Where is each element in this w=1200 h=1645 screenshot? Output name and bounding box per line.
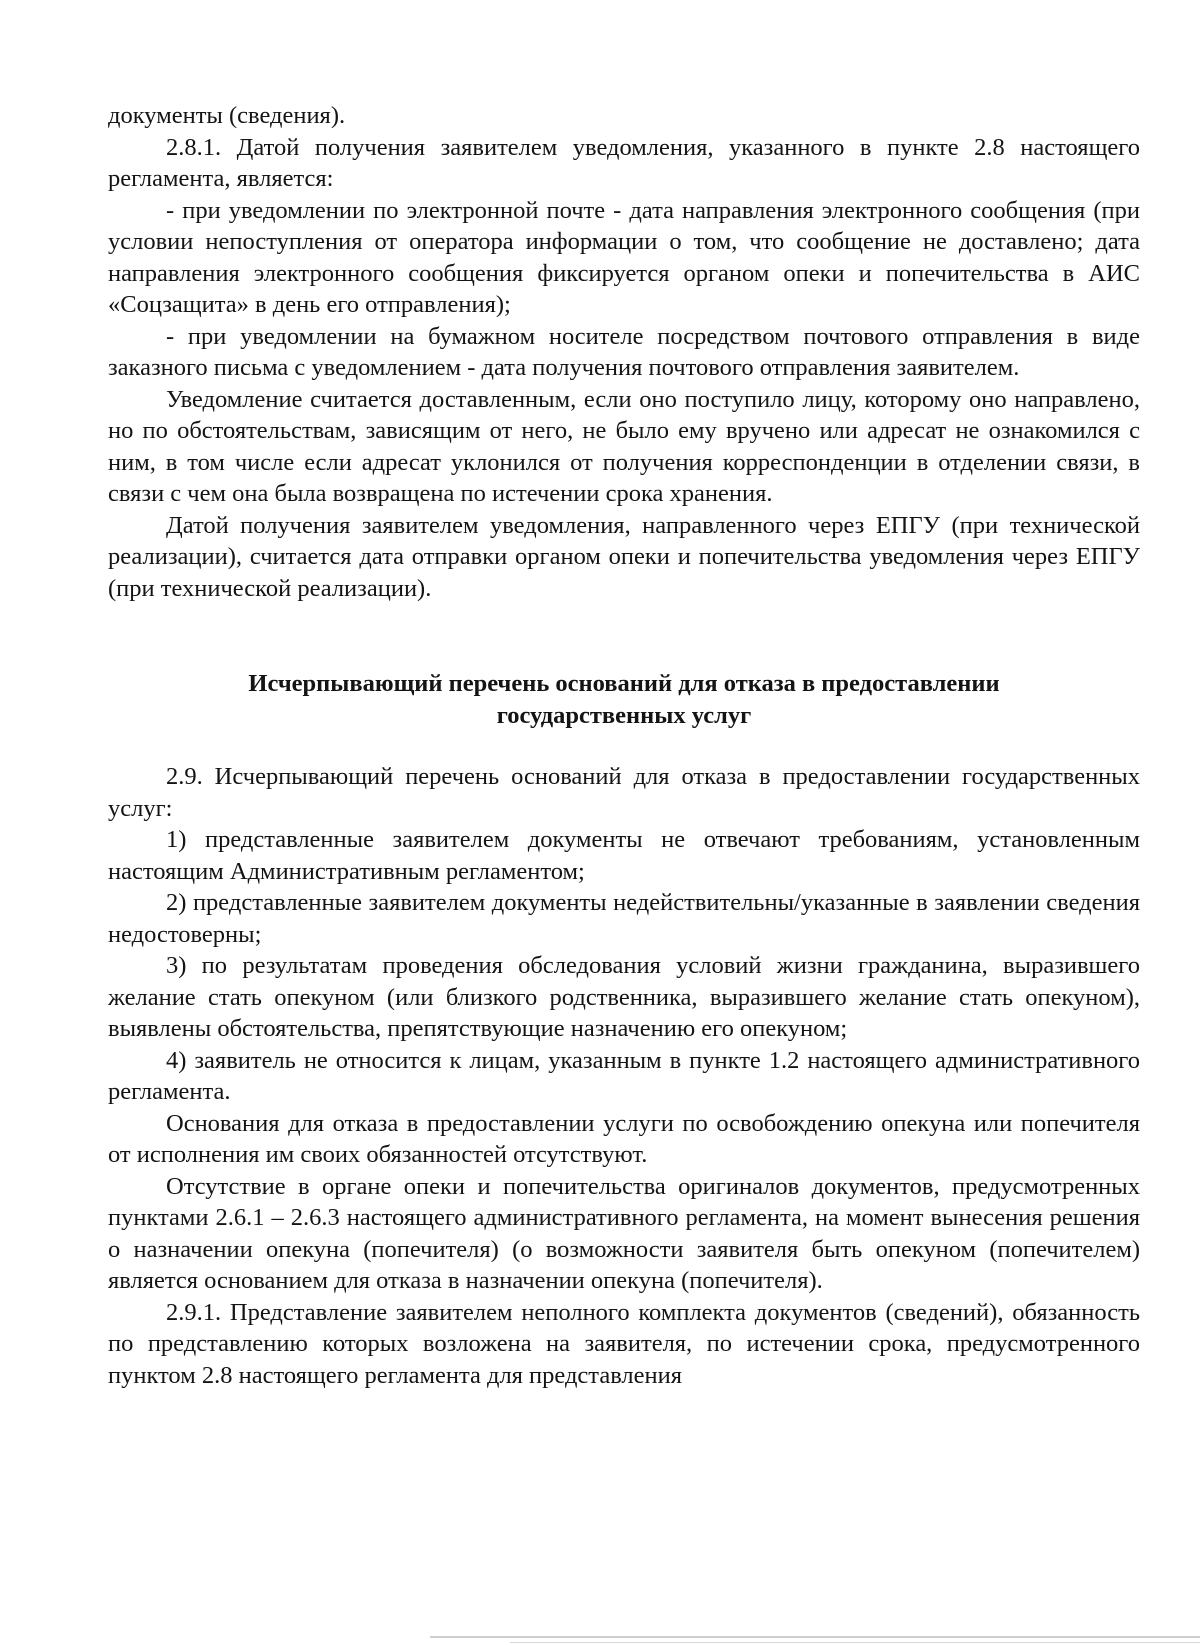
section-heading-line-1: Исчерпывающий перечень оснований для отказа в предоставлении: [248, 670, 1000, 697]
paragraph-missing-originals: Отсутствие в органе опеки и попечительства оригиналов документов, предусмотренных пунктами 2.6.1 – 2.6.3 настоящего административного регламента, на момент вынесения решения о назначении опекуна (попечителя) (о возможности заявителя быть опекуном (попечителем) является основанием для отказа в назначении опекуна (попечителя).: [108, 1172, 1140, 1294]
section-heading: [108, 668, 1140, 731]
document-body: [108, 100, 1140, 1391]
paragraph-no-grounds: Основания для отказа в предоставлении услуги по освобождению опекуна или попечителя от исполнения им своих обязанностей отсутствуют.: [108, 1109, 1140, 1168]
scan-edge-line: [430, 1636, 1200, 1638]
paragraph-2-9-1: 2.9.1. Представление заявителем неполного комплекта документов (сведений), обязанность по представлению которых возложена на заявителя, по истечении срока, предусмотренного пунктом 2.8 настоящего регламента для представления: [108, 1298, 1140, 1389]
heading-spacer: [108, 731, 1140, 761]
paragraph-continuation: документы (сведения).: [108, 102, 346, 129]
paragraph-epgu-notice: Датой получения заявителем уведомления, направленного через ЕПГУ (при технической реализации), считается дата отправки органом опеки и попечительства уведомления через ЕПГУ (при технической реализации).: [108, 511, 1140, 602]
paragraph-2-9: 2.9. Исчерпывающий перечень оснований для отказа в предоставлении государственных услуг:: [108, 763, 1140, 822]
paragraph-paper-notice: - при уведомлении на бумажном носителе посредством почтового отправления в виде заказного письма с уведомлением - дата получения почтового отправления заявителем.: [108, 322, 1140, 381]
paragraph-delivered-notice: Уведомление считается доставленным, если оно поступило лицу, которому оно направлено, но по обстоятельствам, зависящим от него, не было ему вручено или адресат не ознакомился с ним, в том числе если адресат уклонился от получения корреспонденции в отделении связи, в связи с чем она была возвращена по истечении срока хранения.: [108, 385, 1140, 507]
scan-edge-line-secondary: [510, 1642, 1200, 1643]
list-item-4: 4) заявитель не относится к лицам, указанным в пункте 1.2 настоящего административного регламента.: [108, 1046, 1140, 1105]
paragraph-email-notice: - при уведомлении по электронной почте - дата направления электронного сообщения (при условии непоступления от оператора информации о том, что сообщение не доставлено; дата направления электронного сообщения фиксируется органом опеки и попечительства в АИС «Соцзащита» в день его отправления);: [108, 196, 1140, 318]
list-item-1: 1) представленные заявителем документы не отвечают требованиям, установленным настоящим Административным регламентом;: [108, 826, 1140, 885]
section-heading-line-2: государственных услуг: [496, 701, 752, 729]
section-spacer: [108, 604, 1140, 668]
paragraph-2-8-1: 2.8.1. Датой получения заявителем уведомления, указанного в пункте 2.8 настоящего регламента, является:: [108, 133, 1140, 192]
list-item-3: 3) по результатам проведения обследования условий жизни гражданина, выразившего желание стать опекуном (или близкого родственника, выразившего желание стать опекуном), выявлены обстоятельства, препятствующие назначению его опекуном;: [108, 952, 1140, 1042]
list-item-2: 2) представленные заявителем документы недействительны/указанные в заявлении сведения недостоверны;: [108, 889, 1140, 948]
